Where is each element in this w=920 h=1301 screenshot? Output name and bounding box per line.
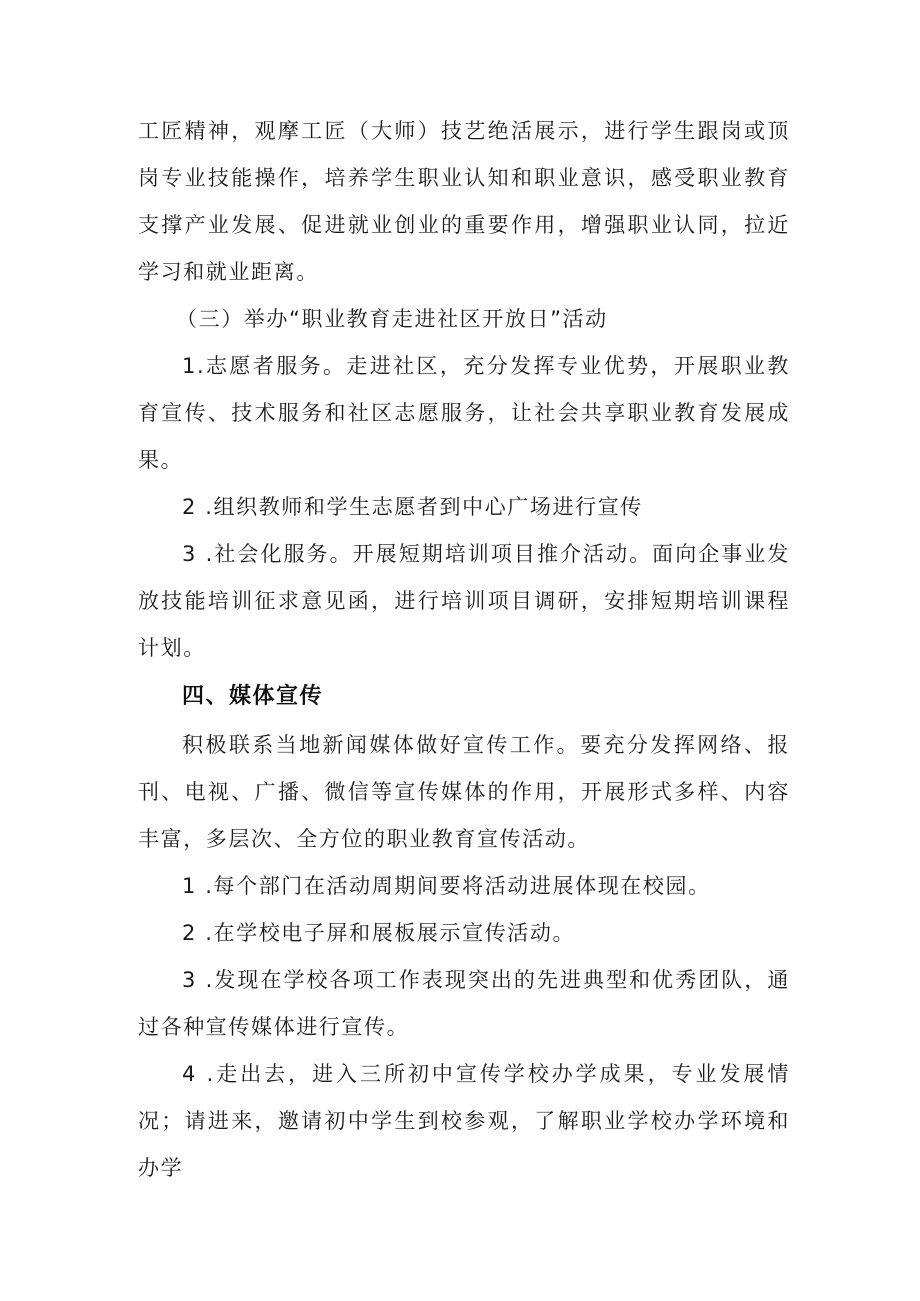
document-body: [138, 108, 790, 1192]
paragraph-square-promotion: 2 .组织教师和学生志愿者到中心广场进行宣传: [182, 495, 643, 519]
paragraph-media-item-1: 1 .每个部门在活动周期间要将活动进展体现在校园。: [182, 874, 711, 898]
paragraph-social-service: 3 .社会化服务。开展短期培训项目推介活动。面向企事业发放技能培训征求意见函，进行培训项目调研，安排短期培训课程计划。: [138, 542, 790, 660]
paragraph-media-item-2: 2 .在学校电子屏和展板展示宣传活动。: [182, 921, 576, 945]
subheading-community-open-day: （三）举办“职业教育走进社区开放日”活动: [176, 307, 608, 331]
paragraph-media-intro: 积极联系当地新闻媒体做好宣传工作。要充分发挥网络、报刊、电视、广播、微信等宣传媒体的作用，开展形式多样、内容丰富，多层次、全方位的职业教育宣传活动。: [138, 733, 790, 851]
paragraph-craftsman-spirit: 工匠精神，观摩工匠（大师）技艺绝活展示，进行学生跟岗或顶岗专业技能操作，培养学生职业认知和职业意识，感受职业教育支撑产业发展、促进就业创业的重要作用，增强职业认同，拉近学习和就业距离。: [138, 119, 790, 284]
paragraph-media-item-4: 4 .走出去，进入三所初中宣传学校办学成果，专业发展情况；请进来，邀请初中学生到校参观，了解职业学校办学环境和办学: [138, 1062, 790, 1180]
paragraph-volunteer-service: 1.志愿者服务。走进社区，充分发挥专业优势，开展职业教育宣传、技术服务和社区志愿服务，让社会共享职业教育发展成果。: [138, 354, 790, 472]
paragraph-media-item-3: 3 .发现在学校各项工作表现突出的先进典型和优秀团队，通过各种宣传媒体进行宣传。: [138, 968, 790, 1039]
section-heading-media: 四、媒体宣传: [182, 684, 324, 709]
